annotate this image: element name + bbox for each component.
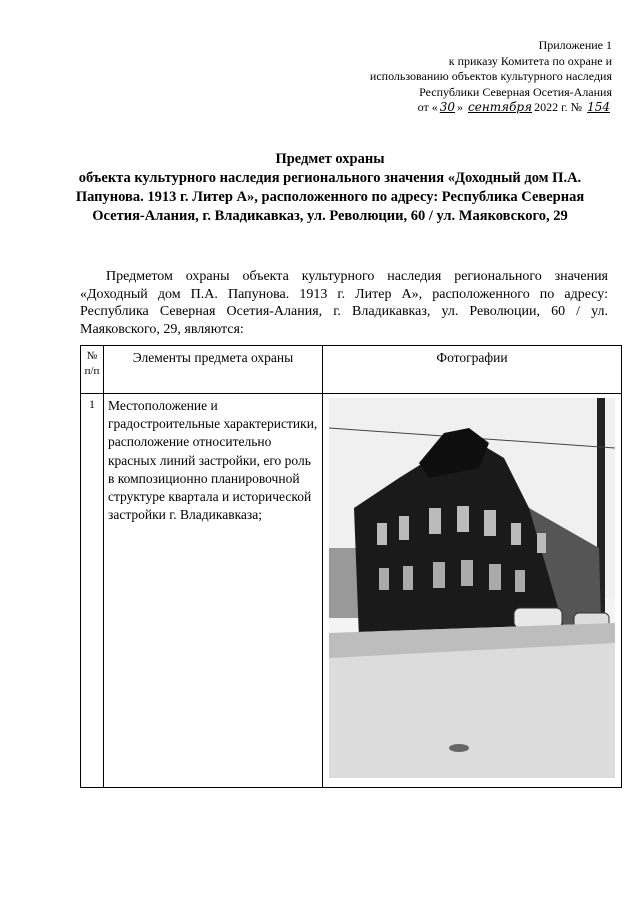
table-row (81, 394, 622, 788)
document-title (60, 150, 600, 226)
date-prefix: от « (417, 100, 438, 114)
header-photos: Фотографии (323, 346, 622, 394)
appendix-republic-line: Республики Северная Осетия-Алания (419, 84, 612, 99)
title-heading: Предмет охраны (275, 151, 385, 167)
appendix-committee-line: использованию объектов культурного наследия (369, 69, 612, 83)
header-elements: Элементы предмета охраны (104, 346, 323, 394)
intro-paragraph: Предметом охраны объекта культурного наследия регионального значения «Доходный дом П.А. Папунова. 1913 г. Литер А», расположенного по адресу: Республика Северная Осетия-Алания, г. Владикавказ, ул. Революции, 60 / ул. Маяковского, 29, являются: (80, 269, 608, 337)
date-day: 30 (439, 100, 456, 114)
appendix-order-line: к приказу Комитета по охране и (448, 53, 612, 68)
row-num: 1 (81, 394, 104, 788)
order-number: 154 (587, 100, 610, 114)
header-num: № п/п (81, 346, 104, 394)
photo-cell (323, 394, 622, 788)
title-object: объекта культурного наследия регионального значения «Доходный дом П.А. Папунова. 1913 г. Литер А», расположенного по адресу: Республика Северная Осетия-Алания, г. Владикавказ, ул. Революции, 60 / ул. Маяковского, 29 (75, 170, 585, 224)
date-mid: » (457, 100, 464, 114)
table-header-row (81, 346, 622, 394)
date-month: сентября (468, 100, 533, 114)
building-photo (329, 398, 615, 778)
date-year: 2022 г. № (534, 100, 583, 114)
appendix-header (370, 38, 612, 116)
appendix-title: Приложение 1 (538, 38, 612, 52)
appendix-date-line (370, 100, 612, 116)
protection-subject-table (80, 345, 622, 788)
row-element-text: Местоположение и градостроительные характеристики, расположение относительно красных линий застройки, его роль в композиционно планировочной структуре квартала и исторической застройки г. Владикавказа; (104, 394, 323, 788)
